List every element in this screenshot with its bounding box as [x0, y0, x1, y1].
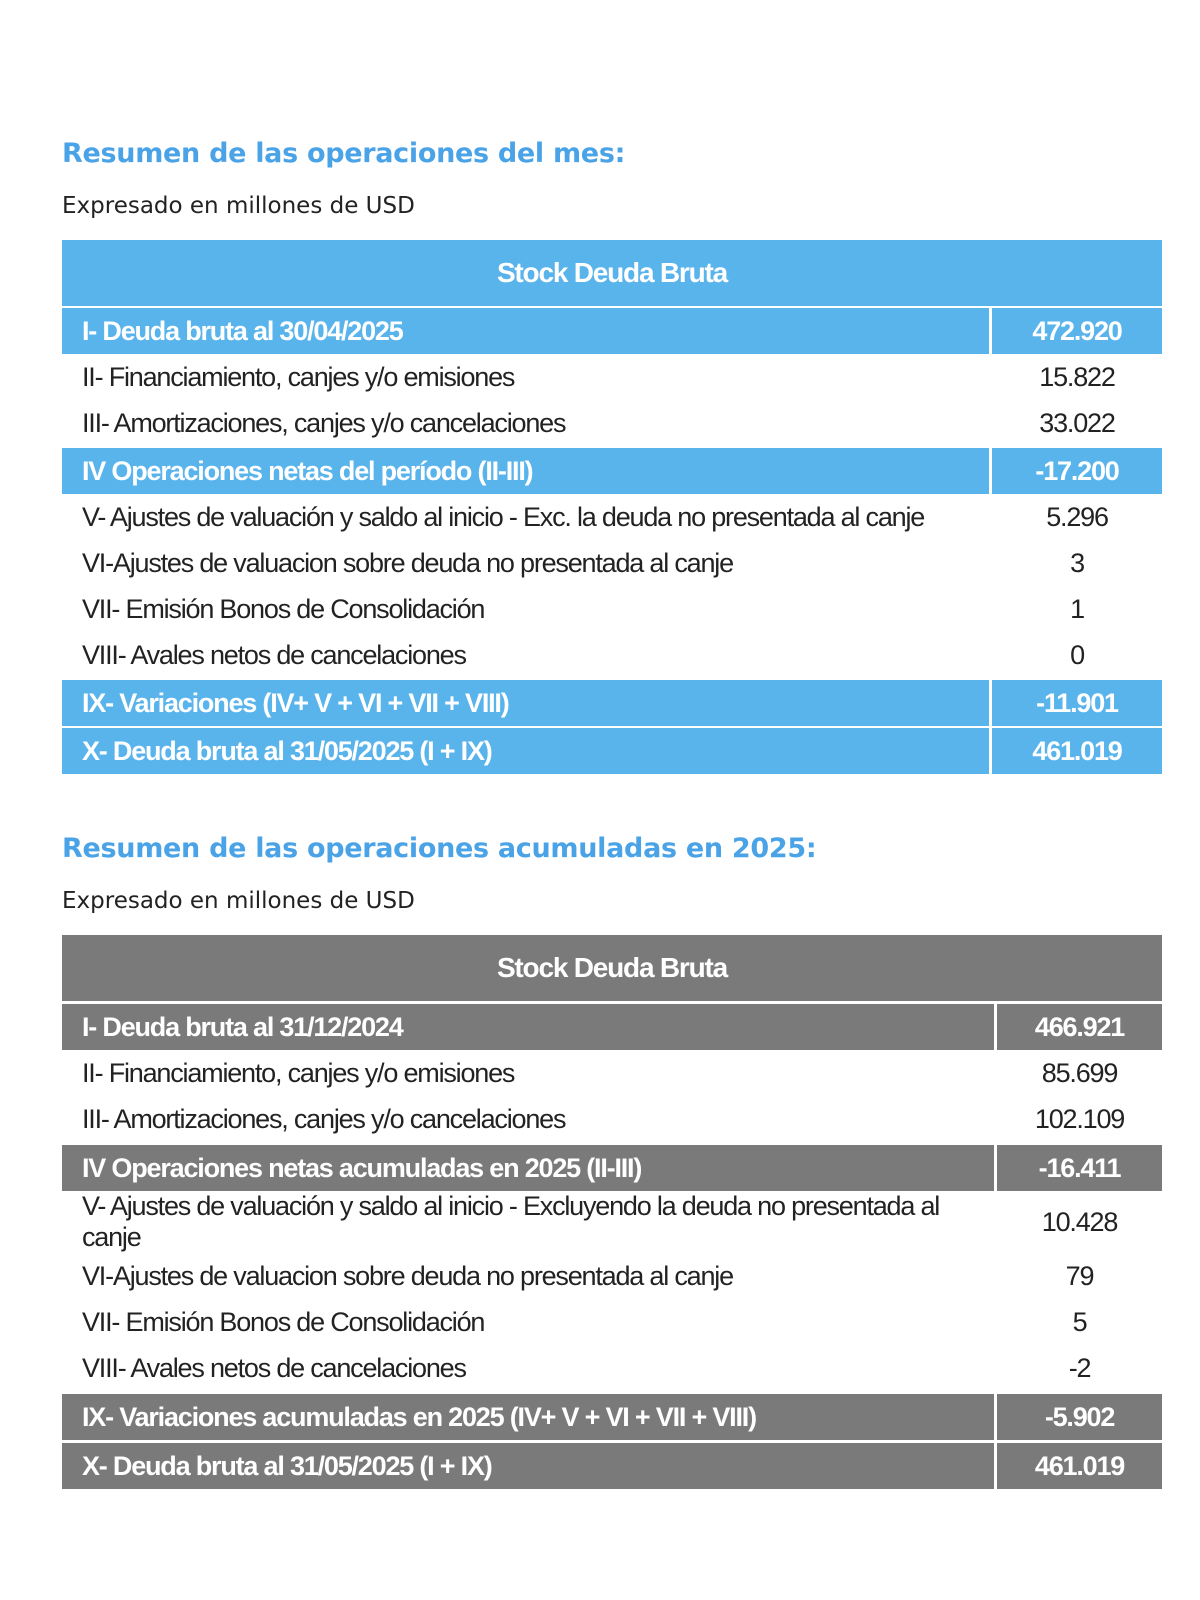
table-row — [62, 354, 1162, 400]
row-value: 15.822 — [1039, 361, 1115, 392]
row-value: 0 — [1070, 639, 1084, 670]
row-label: II- Financiamiento, canjes y/o emisiones — [82, 361, 515, 392]
row-value: -16.411 — [997, 1142, 1162, 1191]
row-value: 3 — [1070, 547, 1084, 578]
row-label: IV Operaciones netas acumuladas en 2025 (II-III) — [62, 1142, 997, 1191]
row-label: VI-Ajustes de valuacion sobre deuda no presentada al canje — [82, 547, 733, 578]
row-label: II- Financiamiento, canjes y/o emisiones — [82, 1057, 515, 1088]
table-row — [62, 726, 1162, 774]
table-row — [62, 540, 1162, 586]
table-row — [62, 632, 1162, 678]
row-label: X- Deuda bruta al 31/05/2025 (I + IX) — [62, 726, 992, 774]
row-value: 1 — [1070, 593, 1084, 624]
table-row — [62, 306, 1162, 354]
table-row — [62, 1191, 1162, 1253]
month-debt-table — [62, 240, 1162, 774]
row-value: 461.019 — [992, 726, 1162, 774]
table-row — [62, 494, 1162, 540]
row-label: III- Amortizaciones, canjes y/o cancelaciones — [82, 1103, 566, 1134]
row-value: 5 — [1072, 1306, 1087, 1337]
row-label: I- Deuda bruta al 31/12/2024 — [62, 1001, 997, 1050]
row-value: -17.200 — [992, 446, 1162, 494]
row-label: VIII- Avales netos de cancelaciones — [82, 1352, 466, 1383]
row-label: VIII- Avales netos de cancelaciones — [82, 639, 466, 670]
row-label: V- Ajustes de valuación y saldo al inicio - Excluyendo la deuda no presentada al canje — [82, 1191, 940, 1252]
row-value: 79 — [1065, 1260, 1094, 1291]
row-value: 466.921 — [997, 1001, 1162, 1050]
table-row — [62, 1391, 1162, 1440]
table-header-row — [62, 240, 1162, 306]
row-value: 102.109 — [1034, 1103, 1125, 1134]
row-value: -11.901 — [992, 678, 1162, 726]
row-label: V- Ajustes de valuación y saldo al inicio - Exc. la deuda no presentada al canje — [82, 501, 925, 532]
table-row — [62, 446, 1162, 494]
row-value: 85.699 — [1041, 1057, 1118, 1088]
row-value: 10.428 — [1041, 1206, 1118, 1237]
row-label: I- Deuda bruta al 30/04/2025 — [62, 306, 992, 354]
month-units-subtitle: Expresado en millones de USD — [62, 193, 415, 219]
row-label: III- Amortizaciones, canjes y/o cancelaciones — [82, 407, 566, 438]
row-label: IX- Variaciones acumuladas en 2025 (IV+ V + VI + VII + VIII) — [62, 1391, 997, 1440]
table-row — [62, 1142, 1162, 1191]
ytd-debt-table — [62, 935, 1162, 1489]
table-header: Stock Deuda Bruta — [62, 935, 1162, 1001]
row-label: VII- Emisión Bonos de Consolidación — [82, 1306, 485, 1337]
ytd-section-title: Resumen de las operaciones acumuladas en 2025: — [62, 833, 817, 864]
table-row — [62, 586, 1162, 632]
table-row — [62, 400, 1162, 446]
ytd-units-subtitle: Expresado en millones de USD — [62, 888, 415, 914]
row-label: IX- Variaciones (IV+ V + VI + VII + VIII) — [62, 678, 992, 726]
table-row — [62, 1299, 1162, 1345]
row-label: VI-Ajustes de valuacion sobre deuda no presentada al canje — [82, 1260, 733, 1291]
table-row — [62, 1001, 1162, 1050]
table-row — [62, 678, 1162, 726]
row-value: -2 — [1068, 1352, 1091, 1383]
row-value: -5.902 — [997, 1391, 1162, 1440]
row-value: 461.019 — [997, 1440, 1162, 1489]
table-header: Stock Deuda Bruta — [62, 240, 1162, 306]
row-label: IV Operaciones netas del período (II-III) — [62, 446, 992, 494]
row-value: 472.920 — [992, 306, 1162, 354]
row-value: 33.022 — [1039, 407, 1115, 438]
month-section-title: Resumen de las operaciones del mes: — [62, 138, 626, 169]
table-row — [62, 1253, 1162, 1299]
table-row — [62, 1096, 1162, 1142]
row-label: VII- Emisión Bonos de Consolidación — [82, 593, 485, 624]
table-row — [62, 1440, 1162, 1489]
table-header-row — [62, 935, 1162, 1001]
table-row — [62, 1345, 1162, 1391]
table-row — [62, 1050, 1162, 1096]
row-value: 5.296 — [1046, 501, 1108, 532]
row-label: X- Deuda bruta al 31/05/2025 (I + IX) — [62, 1440, 997, 1489]
